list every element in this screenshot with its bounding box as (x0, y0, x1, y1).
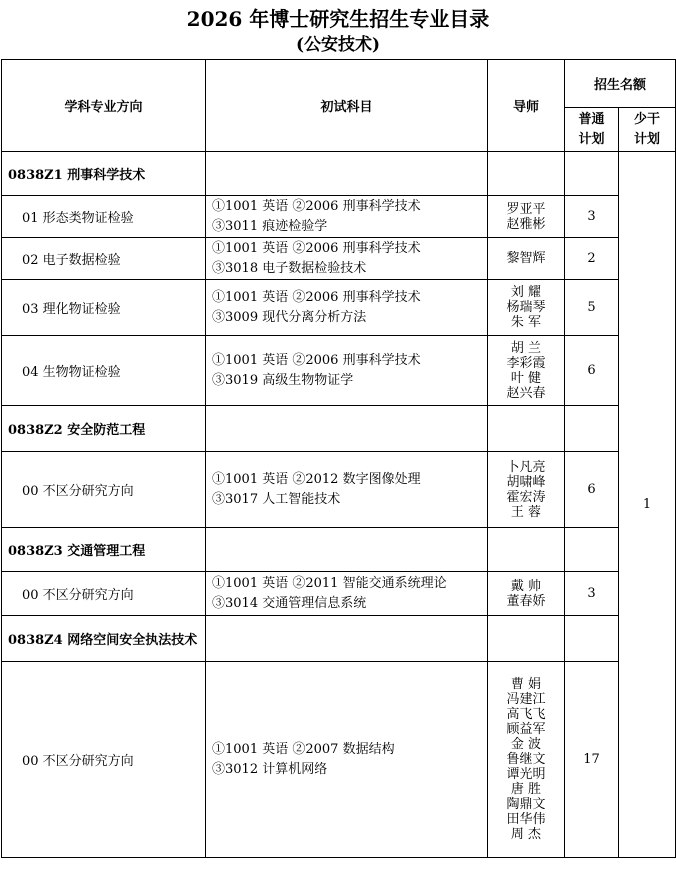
advisor-list (488, 572, 565, 616)
empty-cell (565, 152, 619, 196)
advisor-name: 霍宏涛 (506, 489, 546, 505)
table-row (2, 336, 676, 406)
advisor-list (488, 196, 565, 238)
advisor-name: 胡 兰 (510, 340, 542, 356)
research-direction: 01 形态类物证检验 (2, 196, 206, 238)
advisor-name: 赵兴春 (506, 385, 546, 401)
empty-cell (488, 406, 565, 452)
exam-subjects (206, 336, 488, 406)
exam-line-1: ①1001 英语 ②2007 数据结构 (212, 741, 395, 757)
table-row (2, 238, 676, 280)
advisor-name: 曹 娟 (510, 677, 542, 692)
advisor-name: 刘 耀 (510, 285, 542, 300)
minority-total: 1 (619, 152, 676, 858)
advisor-name: 黎智辉 (506, 251, 546, 266)
exam-line-1: ①1001 英语 ②2012 数字图像处理 (212, 471, 421, 487)
exam-subjects (206, 196, 488, 238)
regular-quota: 6 (565, 452, 619, 528)
advisor-name: 王 蓉 (510, 504, 542, 520)
advisor-name: 赵雅彬 (506, 216, 546, 232)
category-row (2, 152, 676, 196)
research-direction: 03 理化物证检验 (2, 280, 206, 336)
advisor-name: 陶鼎文 (506, 797, 546, 812)
advisor-name: 罗亚平 (506, 201, 546, 217)
exam-line-2: ③3009 现代分离分析方法 (212, 309, 367, 325)
category-name: 0838Z4 网络空间安全执法技术 (2, 616, 206, 662)
advisor-name: 高飞飞 (506, 707, 546, 722)
exam-subjects (206, 452, 488, 528)
advisor-list (488, 238, 565, 280)
empty-cell (206, 152, 488, 196)
empty-cell (565, 406, 619, 452)
table-row (2, 452, 676, 528)
advisor-name: 金 波 (510, 737, 542, 752)
header-discipline: 学科专业方向 (2, 60, 206, 152)
header-quota: 招生名额 (565, 60, 676, 108)
research-direction: 00 不区分研究方向 (2, 662, 206, 858)
category-row (2, 616, 676, 662)
category-name: 0838Z1 刑事科学技术 (2, 152, 206, 196)
advisor-name: 朱 军 (510, 315, 542, 330)
advisor-name: 顾益军 (506, 722, 546, 737)
advisor-list (488, 280, 565, 336)
exam-subjects (206, 572, 488, 616)
category-row (2, 528, 676, 572)
exam-line-2: ③3019 高级生物物证学 (212, 372, 354, 388)
research-direction: 00 不区分研究方向 (2, 572, 206, 616)
regular-quota: 17 (565, 662, 619, 858)
table-row (2, 196, 676, 238)
exam-line-2: ③3012 计算机网络 (212, 761, 328, 777)
advisor-name: 胡啸峰 (506, 474, 546, 490)
empty-cell (206, 406, 488, 452)
exam-line-2: ③3014 交通管理信息系统 (212, 595, 367, 611)
regular-quota: 3 (565, 572, 619, 616)
catalog-table (1, 59, 676, 858)
empty-cell (565, 616, 619, 662)
empty-cell (206, 528, 488, 572)
advisor-name: 卜凡亮 (506, 459, 546, 475)
header-advisor: 导师 (488, 60, 565, 152)
exam-line-1: ①1001 英语 ②2006 刑事科学技术 (212, 198, 421, 214)
regular-quota: 3 (565, 196, 619, 238)
category-name: 0838Z3 交通管理工程 (2, 528, 206, 572)
empty-cell (488, 528, 565, 572)
empty-cell (488, 152, 565, 196)
advisor-name: 鲁继文 (506, 752, 546, 767)
exam-line-1: ①1001 英语 ②2006 刑事科学技术 (212, 240, 421, 256)
exam-line-1: ①1001 英语 ②2006 刑事科学技术 (212, 289, 421, 305)
advisor-list (488, 662, 565, 858)
exam-subjects (206, 238, 488, 280)
advisor-name: 叶 健 (510, 370, 542, 386)
empty-cell (565, 528, 619, 572)
regular-quota: 2 (565, 238, 619, 280)
empty-cell (488, 616, 565, 662)
category-name: 0838Z2 安全防范工程 (2, 406, 206, 452)
exam-subjects (206, 280, 488, 336)
advisor-name: 周 杰 (510, 827, 542, 842)
header-regular: 普通 计划 (565, 108, 619, 152)
exam-line-2: ③3018 电子数据检验技术 (212, 260, 367, 276)
research-direction: 02 电子数据检验 (2, 238, 206, 280)
advisor-name: 唐 胜 (510, 782, 542, 797)
research-direction: 00 不区分研究方向 (2, 452, 206, 528)
regular-quota: 5 (565, 280, 619, 336)
category-row (2, 406, 676, 452)
table-row (2, 662, 676, 858)
regular-quota: 6 (565, 336, 619, 406)
advisor-name: 冯建江 (506, 692, 546, 707)
advisor-name: 董春娇 (506, 593, 546, 609)
empty-cell (206, 616, 488, 662)
research-direction: 04 生物物证检验 (2, 336, 206, 406)
exam-line-2: ③3011 痕迹检验学 (212, 218, 328, 234)
exam-subjects (206, 662, 488, 858)
header-exam: 初试科目 (206, 60, 488, 152)
advisor-name: 杨瑞琴 (506, 300, 546, 315)
advisor-name: 李彩霞 (506, 355, 546, 371)
advisor-list (488, 452, 565, 528)
exam-line-1: ①1001 英语 ②2011 智能交通系统理论 (212, 575, 447, 591)
document-title: 2026 年博士研究生招生专业目录 (186, 7, 490, 31)
advisor-name: 戴 帅 (510, 578, 542, 594)
exam-line-2: ③3017 人工智能技术 (212, 491, 341, 507)
header-minority: 少干 计划 (619, 108, 676, 152)
document-subtitle: (公安技术) (295, 35, 381, 55)
advisor-name: 谭光明 (506, 767, 546, 782)
advisor-list (488, 336, 565, 406)
table-row (2, 572, 676, 616)
table-row (2, 280, 676, 336)
advisor-name: 田华伟 (506, 812, 546, 827)
exam-line-1: ①1001 英语 ②2006 刑事科学技术 (212, 352, 421, 368)
